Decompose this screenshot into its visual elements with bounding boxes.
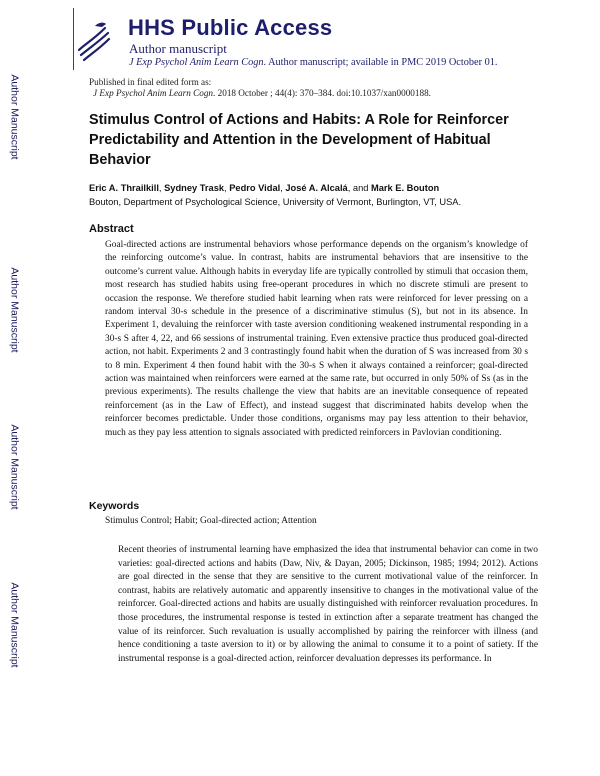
affiliation: Bouton, Department of Psychological Science, University of Vermont, Burlington, VT, USA. [89,197,462,207]
keywords-heading: Keywords [89,500,140,512]
sidebar-label: Author Manuscript [9,582,21,668]
journal-availability [129,57,497,68]
citation-journal: J Exp Psychol Anim Learn Cogn [93,88,214,98]
abstract-heading: Abstract [89,223,134,235]
author-name: Pedro Vidal [229,183,281,193]
manuscript-label: Author manuscript [129,41,227,56]
hhs-eagle-logo-icon [75,20,111,62]
sidebar-label: Author Manuscript [9,267,21,353]
author-name: Mark E. Bouton [371,183,440,193]
author-list [89,183,439,193]
body-paragraph: Recent theories of instrumental learning have emphasized the idea that instrumental behavior can come in two varieties: goal-directed actions and habits (Daw, Niv, & Dayan, 2005; Dickinson, 1985; 1994; 2012). Actions are goal directed in the sense that they are sensitive to the current motivational value of the reinforcer. In contrast, habits are relatively automatic and apparently insensitive to changes in the motivational value of the reinforcer. Goal-directed actions and habits are usually distinguished with reinforcer revaluation procedures. In those procedures, the instrumental response is tested in extinction after a separate treatment has changed the value of its reinforcer. Such revaluation is usually accomplished by pairing the reinforcer with illness (and hence conditioning a taste aversion to it) or by allowing the animal to consume it to a point of satiety. If the instrumental response is a goal-directed action, reinforcer devaluation depresses its performance. In [118,545,538,664]
header-divider [73,8,74,70]
keywords-text: Stimulus Control; Habit; Goal-directed action; Attention [105,516,317,526]
sidebar-label: Author Manuscript [9,424,21,510]
author-separator: , [224,183,230,193]
sidebar-label: Author Manuscript [9,74,21,160]
author-name: Sydney Trask [164,183,225,193]
author-separator: , [280,183,286,193]
journal-name: J Exp Psychol Anim Learn Cogn [129,57,264,68]
abstract-text: Goal-directed actions are instrumental behaviors whose performance depends on the organism’s knowledge of the reinforcing outcome’s value. In contrast, habits are instrumental behaviors that are insensitive to the outcome’s current value. Although habits in everyday life are typically controlled by stimuli that occasion them, most research has studied habits using free-operant procedures in which no discrete stimuli are present to occasion the response. We therefore studied habit learning when rats were reinforced for lever pressing on a random interval 30-s schedule in the presence of a discriminative stimulus (S), but not in its absence. In Experiment 1, devaluing the reinforcer with taste aversion conditioning weakened instrumental responding in a 30-s S after 4, 22, and 66 sessions of instrumental training. Even extensive practice thus produced goal-directed action, not habit. Experiments 2 and 3 contrastingly found habit when the duration of S was increased from 30 s to 8 min. Experiment 4 then found habit with the 30-s S when it always contained a reinforcer; goal-directed action was maintained when reinforcers were earned at the same rate, but occurred in only 50% of Ss (as in the previous experiments). The results challenge the view that habits are an inevitable consequence of repeated reinforcement (as in the Law of Effect), and instead suggest that discriminated habits develop when the reinforcer becomes predictable. Under those conditions, organisms may pay less attention to their behavior, much as they pay less attention to signals associated with predicted reinforcers in Pavlovian conditioning. [105,240,528,438]
author-separator: , and [347,183,371,193]
availability-text: . Author manuscript; available in PMC 2019 October 01. [263,57,498,68]
brand-title: HHS Public Access [128,15,333,40]
author-name: José A. Alcalá [285,183,348,193]
author-name: Eric A. Thrailkill [89,183,159,193]
final-form-label: Published in final edited form as: [89,77,212,87]
article-title: Stimulus Control of Actions and Habits: A Role for Reinforcer Predictability and Attention in the Development of Habitual Behavior [89,112,509,168]
citation [93,88,431,98]
citation-details: . 2018 October ; 44(4): 370–384. doi:10.1037/xan0000188. [213,88,431,98]
author-separator: , [158,183,165,193]
